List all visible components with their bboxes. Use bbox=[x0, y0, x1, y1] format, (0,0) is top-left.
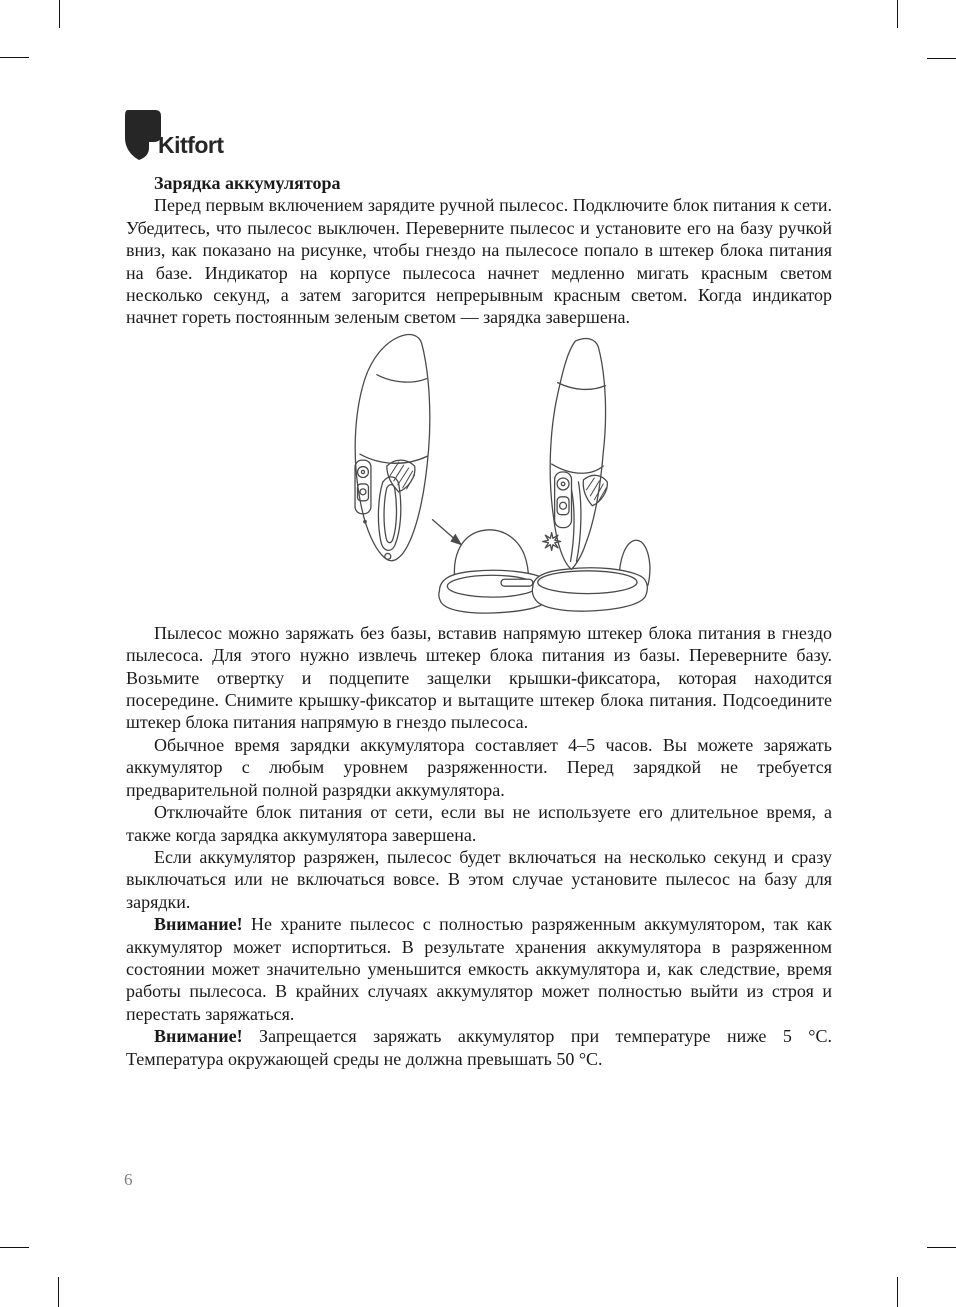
vacuum-charging-drawing bbox=[336, 331, 668, 614]
arrow-down-icon bbox=[432, 520, 462, 546]
paragraph: Обычное время зарядки аккумулятора составляет 4–5 часов. Вы можете заряжать аккумулятор с любым уровнем разряженности. Перед зарядкой не требуется предварительной полной разрядки аккумулятора. bbox=[126, 734, 832, 800]
brand-logo bbox=[122, 110, 342, 162]
paragraph: Перед первым включением зарядите ручной пылесос. Подключите блок питания к сети. Убедитесь, что пылесос выключен. Переверните пылесос и установите его на базу ручкой вниз, как показано на рисунке, чтобы гнездо на пылесосе попало в штекер блока питания на базе. Индикатор на корпусе пылесоса начнет медленно мигать красным светом несколько секунд, а затем загорится непрерывным красным светом. Когда индикатор начнет гореть постоянным зеленым светом — зарядка завершена. bbox=[126, 195, 832, 328]
crop-mark bbox=[927, 58, 956, 59]
paragraph-attention: Внимание! Запрещается заряжать аккумулятор при температуре ниже 5 °С. Температура окружающей среды не должна превышать 50 °С. bbox=[126, 1026, 832, 1069]
paragraph-attention: Внимание! Не храните пылесос с полностью разряженным аккумулятором, так как аккумулятор может испортиться. В результате хранения аккумулятора в разряженном состоянии может значительно уменьшится емкость аккумулятора и, как следствие, время работы пылесоса. В крайних случаях аккумулятор может полностью выйти из строя и перестать заряжаться. bbox=[126, 914, 832, 1024]
page-number: 6 bbox=[124, 1170, 133, 1189]
crop-mark bbox=[897, 0, 898, 28]
handheld-vacuum-docked-illustration bbox=[543, 338, 608, 569]
paragraph: Если аккумулятор разряжен, пылесос будет включаться на несколько секунд и сразу выключаться или не включаться вовсе. В этом случае установите пылесос на базу для зарядки. bbox=[126, 846, 832, 912]
section-battery-charging bbox=[126, 172, 832, 1070]
charging-illustration bbox=[336, 331, 668, 614]
kitfort-logo-icon bbox=[122, 110, 163, 161]
crop-mark bbox=[0, 1247, 29, 1248]
charging-indicator-starburst-icon bbox=[543, 532, 561, 550]
section-heading: Зарядка аккумулятора bbox=[154, 173, 341, 193]
crop-mark bbox=[58, 1277, 59, 1307]
brand-logo-text: Kitfort bbox=[158, 132, 224, 158]
charging-plug-slot bbox=[501, 579, 533, 586]
crop-mark bbox=[897, 1277, 898, 1307]
crop-mark bbox=[0, 57, 29, 58]
handheld-vacuum-above-base-illustration bbox=[355, 334, 430, 560]
crop-mark bbox=[59, 0, 60, 28]
attention-label: Внимание! bbox=[154, 1026, 243, 1047]
attention-label: Внимание! bbox=[154, 914, 243, 935]
charging-base-right bbox=[532, 540, 650, 611]
crop-mark bbox=[927, 1247, 956, 1248]
paragraph: Пылесос можно заряжать без базы, вставив напрямую штекер блока питания в гнездо пылесоса. Для этого нужно извлечь штекер блока питания из базы. Переверните базу. Возьмите отвертку и подцепите защелки крышки-фиксатора, которая находится посередине. Снимите крышку-фиксатор и вытащите штекер блока питания. Подсоедините штекер блока питания напрямую в гнездо пылесоса. bbox=[126, 622, 832, 733]
paragraph: Отключайте блок питания от сети, если вы не используете его длительное время, а также когда зарядка аккумулятора завершена. bbox=[126, 802, 832, 845]
